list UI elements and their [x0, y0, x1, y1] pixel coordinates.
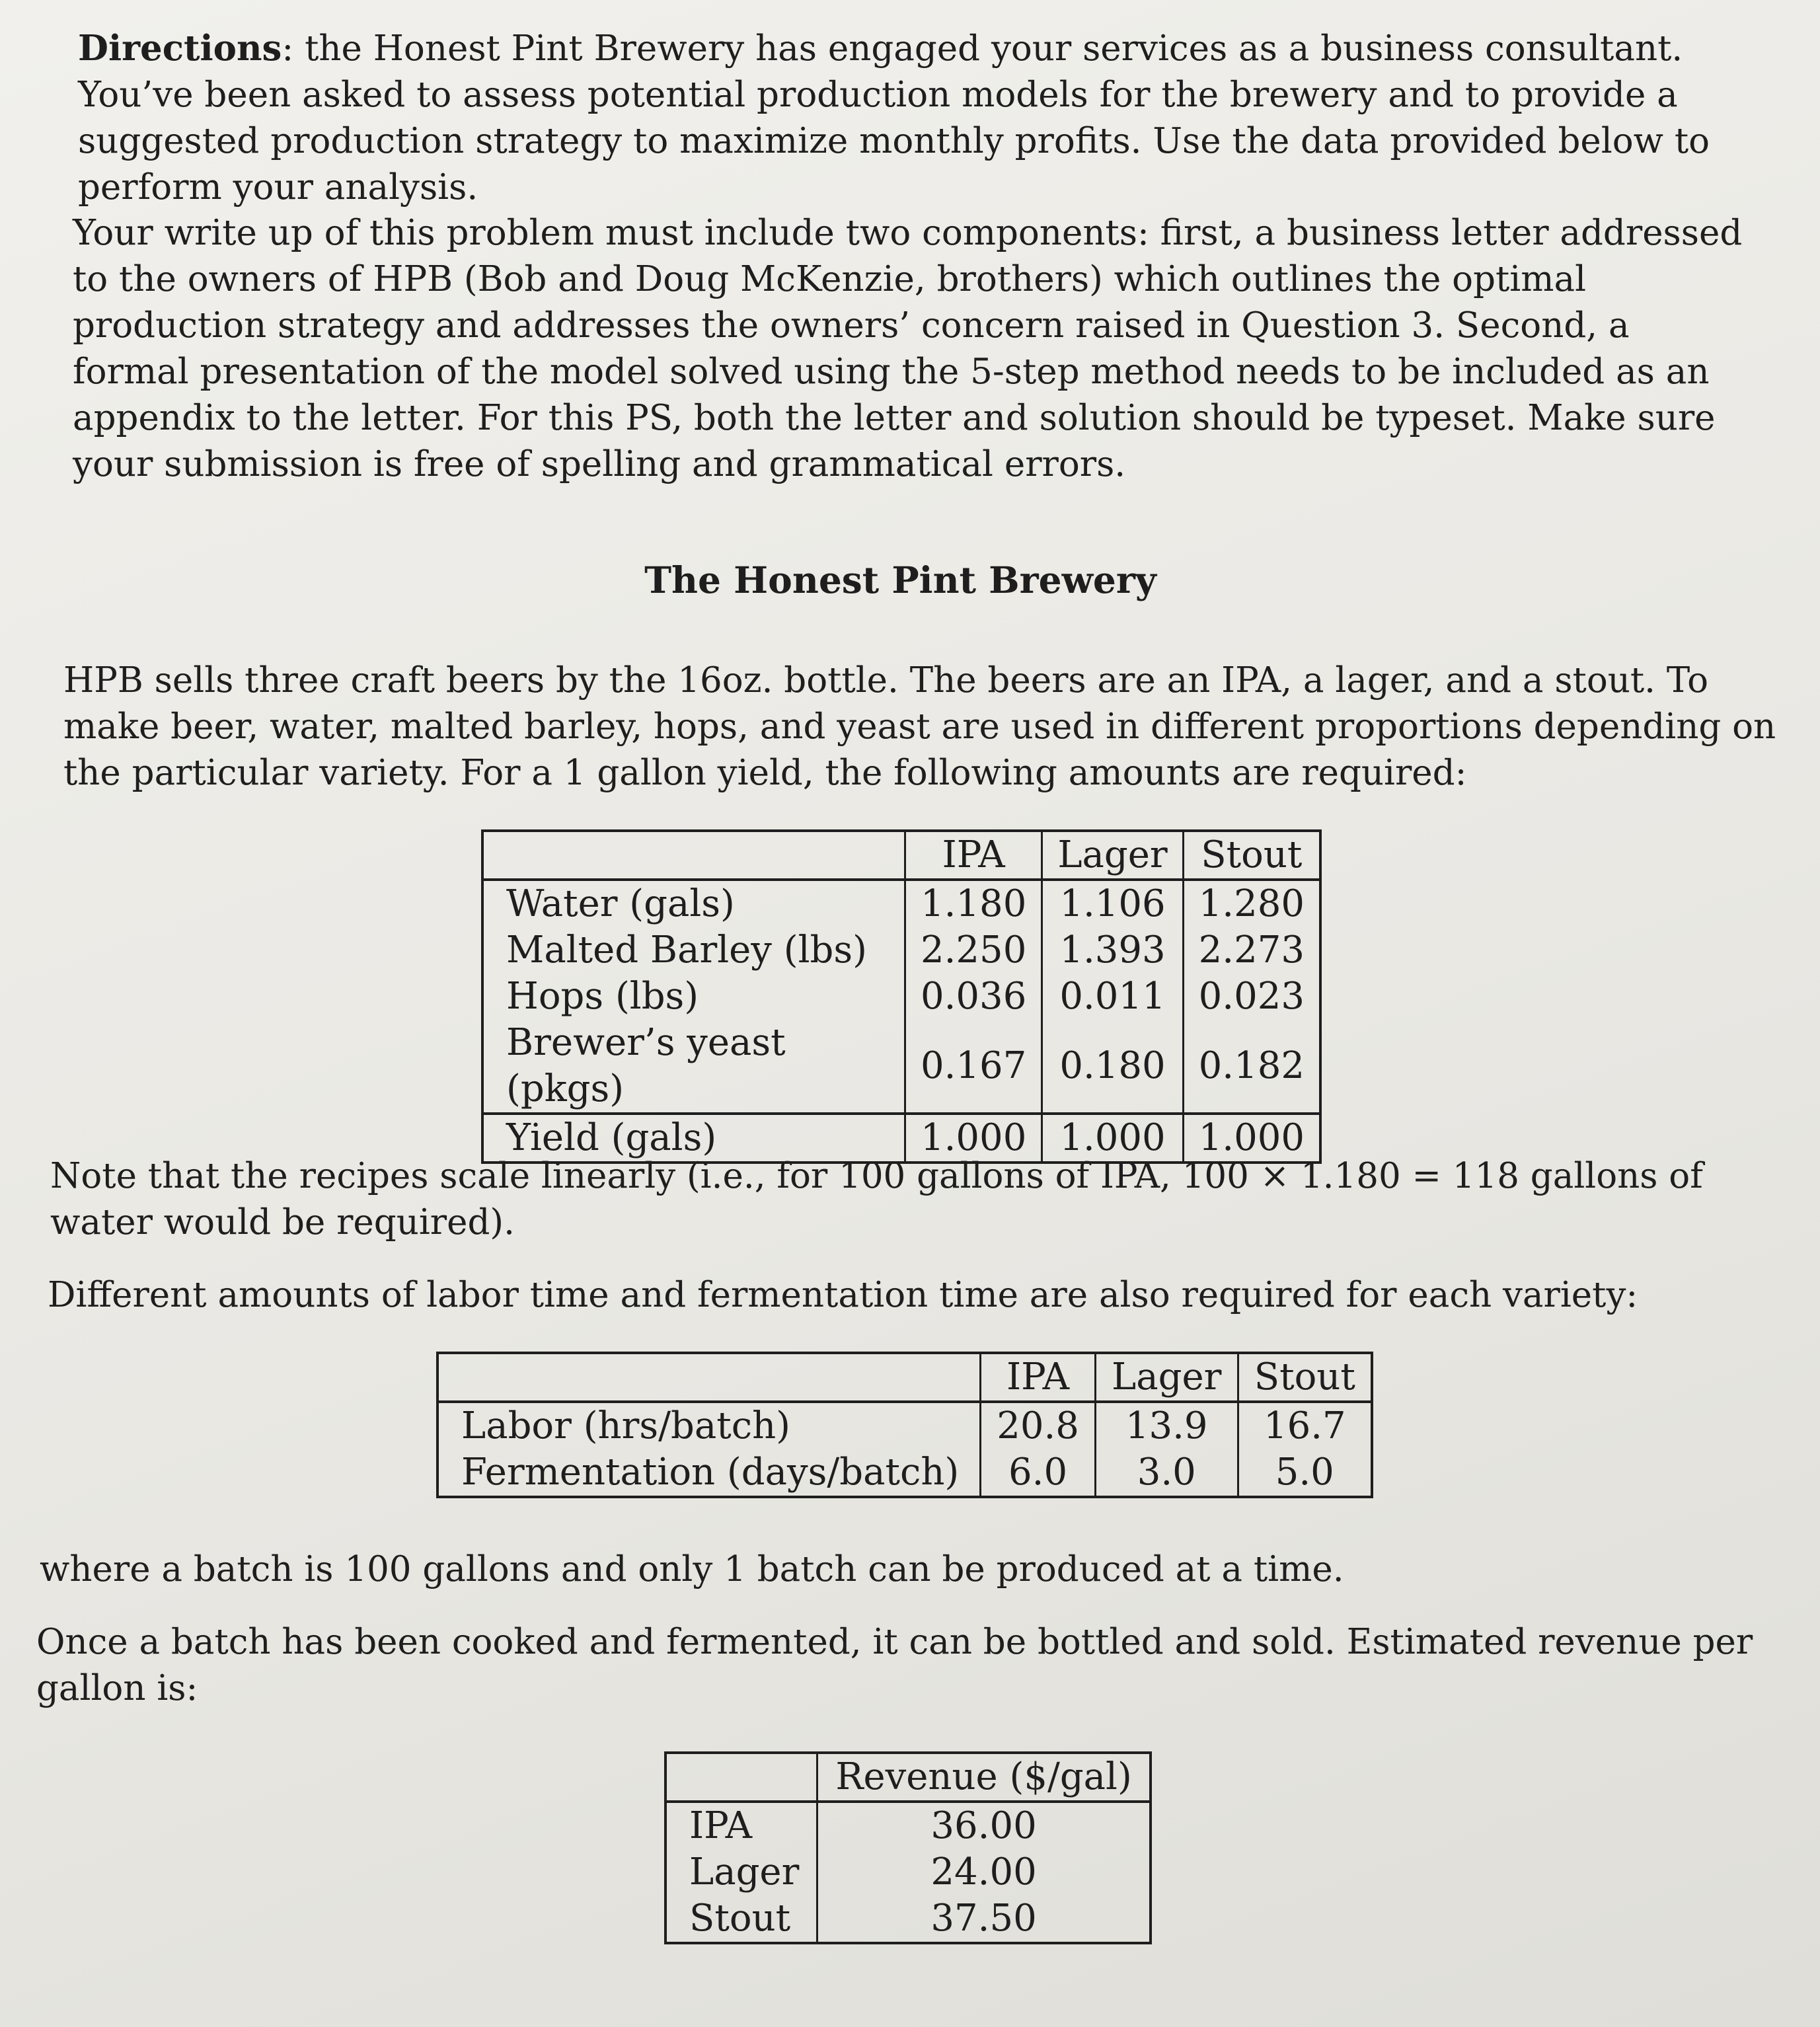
ingredients-table [481, 829, 1322, 1164]
table-cell: 1.393 [1042, 927, 1183, 974]
directions-paragraph [78, 25, 1743, 211]
table-row [482, 927, 1320, 974]
table-cell: 0.182 [1183, 1020, 1320, 1114]
table-row [482, 880, 1320, 927]
table-cell: 24.00 [817, 1849, 1151, 1895]
header-cell: Revenue ($/gal) [817, 1753, 1151, 1802]
row-label: Labor (hrs/batch) [461, 1404, 791, 1447]
directions-text: : the Honest Pint Brewery has engaged your services as a business consultant. You’ve been asked to assess potential production models for the brewery and to provide a suggested production strategy to maximize monthly profits. Use the data provided below to perform your analysis. [78, 28, 1710, 208]
row-label: Yield (gals) [482, 1114, 905, 1163]
header-blank-cell [482, 831, 905, 880]
document-title: The Honest Pint Brewery [644, 558, 1156, 601]
header-blank-cell [665, 1753, 817, 1802]
row-label: IPA [689, 1804, 753, 1847]
table-cell: 1.106 [1042, 880, 1183, 927]
table-cell: 1.180 [905, 880, 1042, 927]
table-row [482, 974, 1320, 1020]
table-cell: 20.8 [981, 1402, 1096, 1449]
table-cell: 0.036 [905, 974, 1042, 1020]
writeup-paragraph: Your write up of this problem must include two components: first, a business letter addressed to the owners of HPB (Bob and Doug McKenzie, brothers) which outlines the optimal production strategy and addresses the owners’ concern raised in Question 3. Second, a formal presentation of the model solved using the 5-step method needs to be included as an appendix to the letter. For this PS, both the letter and solution should be typeset. Make sure your submission is free of spelling and grammatical errors. [73, 213, 1743, 484]
directions-label: Directions [78, 28, 282, 69]
table-header-row [665, 1753, 1151, 1802]
row-label: Malted Barley (lbs) [506, 929, 867, 972]
table-row [482, 1020, 1320, 1114]
table-cell: 0.023 [1183, 974, 1320, 1020]
table-cell: 1.280 [1183, 880, 1320, 927]
revenue-table [664, 1751, 1152, 1944]
table-cell: 0.011 [1042, 974, 1183, 1020]
header-cell: IPA [905, 831, 1042, 880]
header-cell: Stout [1183, 831, 1320, 880]
table-cell: 36.00 [817, 1802, 1151, 1849]
table-row [437, 1402, 1372, 1449]
table-header-row [437, 1353, 1372, 1402]
row-label: Brewer’s yeast (pkgs) [506, 1021, 786, 1110]
table-cell: 1.000 [1042, 1114, 1183, 1163]
table-row [665, 1849, 1151, 1895]
row-label: Water (gals) [506, 882, 735, 925]
header-cell: IPA [981, 1353, 1096, 1402]
header-cell: Lager [1095, 1353, 1238, 1402]
row-label: Stout [689, 1897, 791, 1940]
table-row [437, 1449, 1372, 1497]
table-cell: 1.000 [1183, 1114, 1320, 1163]
table-cell: 2.250 [905, 927, 1042, 974]
batch-note-paragraph: where a batch is 100 gallons and only 1 batch can be produced at a time. [40, 1549, 1344, 1589]
table-cell: 2.273 [1183, 927, 1320, 974]
table-cell: 13.9 [1095, 1402, 1238, 1449]
time-intro-paragraph: Different amounts of labor time and fermentation time are also required for each variety: [48, 1275, 1638, 1315]
table-cell: 6.0 [981, 1449, 1096, 1497]
table-cell: 5.0 [1238, 1449, 1372, 1497]
table-cell: 16.7 [1238, 1402, 1372, 1449]
revenue-intro-paragraph: Once a batch has been cooked and fermented, it can be bottled and sold. Estimated revenue per gallon is: [36, 1622, 1753, 1708]
table-cell: 3.0 [1095, 1449, 1238, 1497]
header-cell: Stout [1238, 1353, 1372, 1402]
table-row [665, 1895, 1151, 1943]
header-cell: Lager [1042, 831, 1183, 880]
note-paragraph: Note that the recipes scale linearly (i.e., for 100 gallons of IPA, 100 × 1.180 = 118 gallons of water would be required). [50, 1156, 1703, 1243]
table-cell: 1.000 [905, 1114, 1042, 1163]
table-row [665, 1802, 1151, 1849]
labor-fermentation-table [436, 1352, 1373, 1498]
table-cell: 37.50 [817, 1895, 1151, 1943]
table-cell: 0.167 [905, 1020, 1042, 1114]
header-blank-cell [437, 1353, 981, 1402]
row-label: Fermentation (days/batch) [461, 1451, 960, 1494]
row-label: Hops (lbs) [506, 975, 699, 1018]
row-label: Lager [689, 1851, 800, 1893]
table-header-row [482, 831, 1320, 880]
intro-paragraph: HPB sells three craft beers by the 16oz. bottle. The beers are an IPA, a lager, and a stout. To make beer, water, malted barley, hops, and yeast are used in different proportions depending on the particular variety. For a 1 gallon yield, the following amounts are required: [63, 660, 1776, 793]
table-cell: 0.180 [1042, 1020, 1183, 1114]
